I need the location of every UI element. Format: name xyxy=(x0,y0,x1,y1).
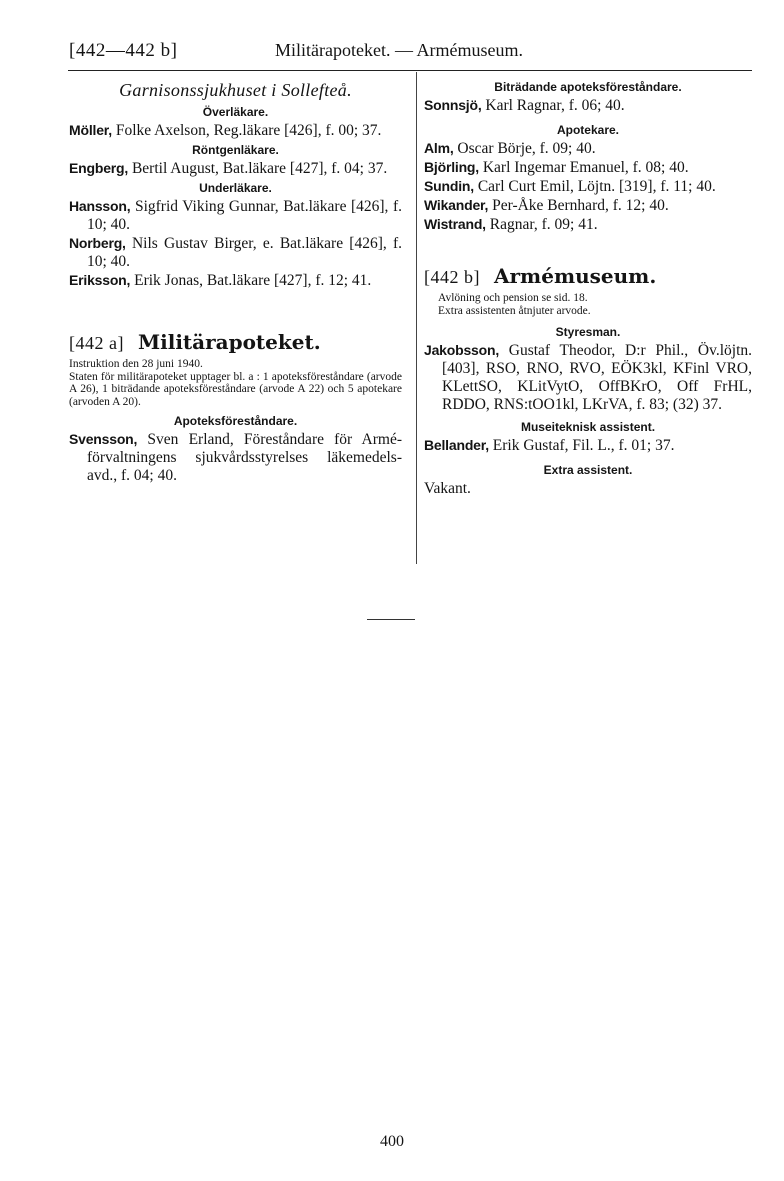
spacer xyxy=(424,234,752,264)
surname: Sundin, xyxy=(424,178,474,194)
section-number: [442 a] xyxy=(69,333,124,353)
section-name: Militärapoteket. xyxy=(137,330,321,354)
footer-rule xyxy=(367,619,415,620)
person-entry xyxy=(424,341,752,414)
role-heading: Styresman. xyxy=(555,325,621,339)
surname: Eriksson, xyxy=(69,272,131,288)
surname: Engberg, xyxy=(69,160,129,176)
entry-details: Oscar Börje, f. 09; 40. xyxy=(453,140,596,157)
entry-details: Carl Curt Emil, Löjtn. [319], f. 11; 40. xyxy=(473,178,716,195)
role-heading: Apoteksföreståndare. xyxy=(173,414,298,428)
section-note: Extra assistenten åtnjuter arvode. xyxy=(438,304,591,317)
person-entry xyxy=(424,96,752,115)
surname: Möller, xyxy=(69,122,112,138)
role-heading: Apotekare. xyxy=(556,123,620,137)
person-entry xyxy=(69,234,402,271)
entry-details: Bertil August, Bat.läkare [427], f. 04; 37. xyxy=(128,160,388,177)
person-entry xyxy=(424,196,752,215)
surname: Sonnsjö, xyxy=(424,97,482,113)
surname: Wistrand, xyxy=(424,216,486,232)
entry-details: Sigfrid Viking Gunnar, Bat.läkare [426], f. 10; 40. xyxy=(87,198,402,233)
role-heading: Underläkare. xyxy=(199,181,272,195)
person-entry xyxy=(69,121,402,140)
entry-details: Per-Åke Bernhard, f. 12; 40. xyxy=(488,197,669,214)
section-heading xyxy=(424,264,752,288)
surname: Svensson, xyxy=(69,431,138,447)
page-number: 400 xyxy=(380,1133,404,1150)
surname: Björling, xyxy=(424,159,479,175)
running-title: Militärapoteket. — Armémuseum. xyxy=(275,40,523,60)
section-note: Instruktion den 28 juni 1940. xyxy=(69,358,203,370)
role-heading: Röntgenläkare. xyxy=(192,143,279,157)
person-entry xyxy=(424,158,752,177)
role-heading: Museiteknisk assistent. xyxy=(520,420,656,434)
spacer xyxy=(69,290,402,330)
entry-details: Vakant. xyxy=(424,480,471,497)
entry-details: Erik Gustaf, Fil. L., f. 01; 37. xyxy=(488,437,675,454)
person-entry xyxy=(424,177,752,196)
person-entry xyxy=(69,197,402,234)
column-divider xyxy=(416,72,417,564)
person-entry xyxy=(69,271,402,290)
person-entry xyxy=(69,159,402,178)
right-column xyxy=(424,74,752,498)
garnison-title: Garnisonssjukhuset i Sollefteå. xyxy=(119,80,352,100)
role-heading: Överläkare. xyxy=(202,105,269,119)
role-heading: Extra assistent. xyxy=(543,463,633,477)
person-entry xyxy=(69,430,402,485)
surname: Norberg, xyxy=(69,235,126,251)
surname: Jakobsson, xyxy=(424,342,500,358)
person-entry xyxy=(424,215,752,234)
entry-details: Karl Ingemar Emanuel, f. 08; 40. xyxy=(478,159,689,176)
section-heading xyxy=(69,330,402,354)
entry-details: Karl Ragnar, f. 06; 40. xyxy=(481,97,625,114)
entry-details: Ragnar, f. 09; 41. xyxy=(485,216,598,233)
header-rule xyxy=(68,70,752,71)
surname: Wikander, xyxy=(424,197,489,213)
role-heading: Biträdande apoteksföreståndare. xyxy=(494,80,682,94)
section-range: [442—442 b] xyxy=(69,40,178,61)
entry-details: Erik Jonas, Bat.läkare [427], f. 12; 41. xyxy=(130,272,372,289)
person-entry xyxy=(424,436,752,455)
section-name: Armémuseum. xyxy=(494,264,657,288)
entry-details: Sven Erland, Föreståndare för Armé-förvaltningens sjukvårdsstyrelses läkemedels-avd., f. 04; 40. xyxy=(87,431,402,484)
left-column xyxy=(69,74,402,485)
section-note: Avlöning och pension se sid. 18. xyxy=(438,292,588,304)
surname: Alm, xyxy=(424,140,454,156)
entry-details: Gustaf Theodor, D:r Phil., Öv.löjtn. [403], RSO, RNO, RVO, EÖK3kl, KFinl VRO, KLettSO, KLitVytO, OffBKrO, Off FrHL, RDDO, RNS:tOO1kl, LKrVA, f. 83; (32) 37. xyxy=(442,342,752,413)
surname: Bellander, xyxy=(424,437,489,453)
entry-details: Nils Gustav Birger, e. Bat.läkare [426], f. 10; 40. xyxy=(87,235,402,270)
section-note: Staten för militärapoteket upptager bl. a : 1 apoteksföreståndare (arvode A 26), 1 biträdande apoteksföreståndare (arvode A 22) och 5 apotekare (arvoden A 20). xyxy=(69,370,402,408)
surname: Hansson, xyxy=(69,198,131,214)
person-entry xyxy=(424,139,752,158)
person-entry xyxy=(424,479,752,498)
entry-details: Folke Axelson, Reg.läkare [426], f. 00; 37. xyxy=(111,122,382,139)
section-number: [442 b] xyxy=(424,267,480,287)
